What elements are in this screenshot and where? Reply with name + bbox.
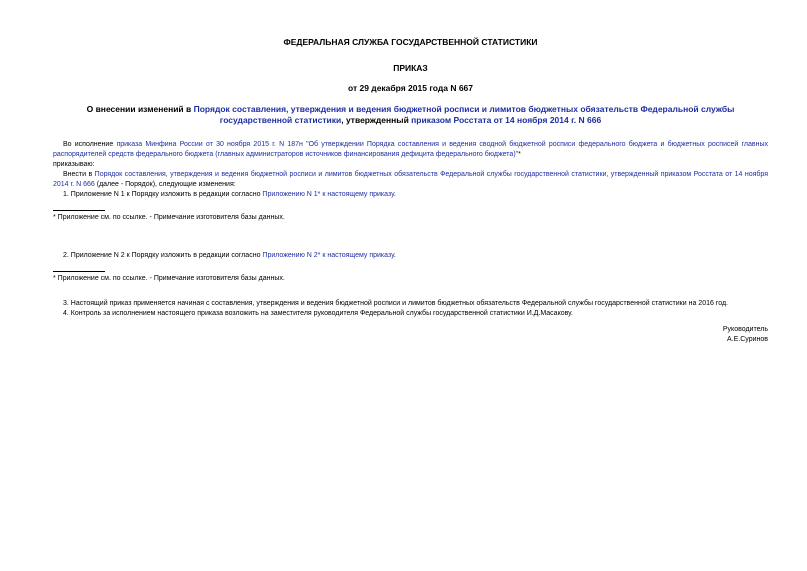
item-4: 4. Контроль за исполнением настоящего приказа возложить на заместителя руководителя Федеральной службы государственной статистики И.Д.Масакову. xyxy=(63,310,573,317)
subject-link-procedure[interactable]: Порядок составления, утверждения и ведения бюджетной росписи и лимитов бюджетных обязательств Федеральной службы государственной статистики xyxy=(193,104,735,125)
preamble-text-start: Во исполнение xyxy=(63,141,117,148)
footnote-2: * Приложение см. по ссылке. - Примечание изготовителя базы данных. xyxy=(53,275,285,282)
item-1 xyxy=(53,190,768,200)
footnote-divider-2 xyxy=(53,271,105,272)
subject-middle: , утвержденный xyxy=(341,115,412,125)
subject-prefix: О внесении изменений в xyxy=(86,104,194,114)
signature-name: А.Е.Суринов xyxy=(727,336,768,343)
item-2-end: . xyxy=(393,252,396,259)
item-1-link-appendix-1[interactable]: Приложению N 1* к настоящему приказу xyxy=(262,191,394,198)
preamble-paragraph xyxy=(53,140,768,160)
intro-paragraph xyxy=(53,170,768,190)
item-3: 3. Настоящий приказ применяется начиная с составления, утверждения и ведения бюджетной росписи и лимитов бюджетных обязательств Федеральной службы государственной статистики на 2016 год. xyxy=(63,300,728,307)
preamble-footnote-mark: * xyxy=(518,151,521,158)
item-1-end: . xyxy=(393,191,396,198)
signature-position: Руководитель xyxy=(722,326,768,333)
footnote-1: * Приложение см. по ссылке. - Примечание изготовителя базы данных. xyxy=(53,214,285,221)
intro-link-procedure[interactable]: Порядок составления, утверждения и ведения бюджетной росписи и лимитов бюджетных обязательств Федеральной службы государственной статистики, утвержденный приказом Росстата от 14 ноября 2014 г. N 666 xyxy=(53,171,768,188)
preamble-link-minfin-order[interactable]: приказа Минфина России от 30 ноября 2015 г. N 187н "Об утверждении Порядка составления и ведения сводной бюджетной росписи федерального бюджета и бюджетных росписей главных распорядителей средств федерального бюджета (главных администраторов источников финансирования дефицита федерального бюджета)" xyxy=(53,141,768,158)
issuing-organization: ФЕДЕРАЛЬНАЯ СЛУЖБА ГОСУДАРСТВЕННОЙ СТАТИСТИКИ xyxy=(283,37,538,47)
item-2-link-appendix-2[interactable]: Приложению N 2* к настоящему приказу xyxy=(262,252,394,259)
document-date: от 29 декабря 2015 года N 667 xyxy=(347,83,474,93)
footnote-divider-1 xyxy=(53,210,105,211)
subject-link-order[interactable]: приказом Росстата от 14 ноября 2014 г. N 666 xyxy=(411,115,602,125)
order-word: приказываю: xyxy=(53,161,95,168)
intro-text-end: (далее - Порядок), следующие изменения: xyxy=(94,181,236,188)
item-2-text: 2. Приложение N 2 к Порядку изложить в редакции согласно xyxy=(63,252,263,259)
intro-text-start: Внести в xyxy=(63,171,95,178)
signature-block xyxy=(53,325,768,345)
document-subject xyxy=(53,104,768,126)
document-type: ПРИКАЗ xyxy=(393,63,428,73)
item-1-text: 1. Приложение N 1 к Порядку изложить в редакции согласно xyxy=(63,191,263,198)
item-2 xyxy=(53,251,768,261)
document-body xyxy=(53,30,768,345)
